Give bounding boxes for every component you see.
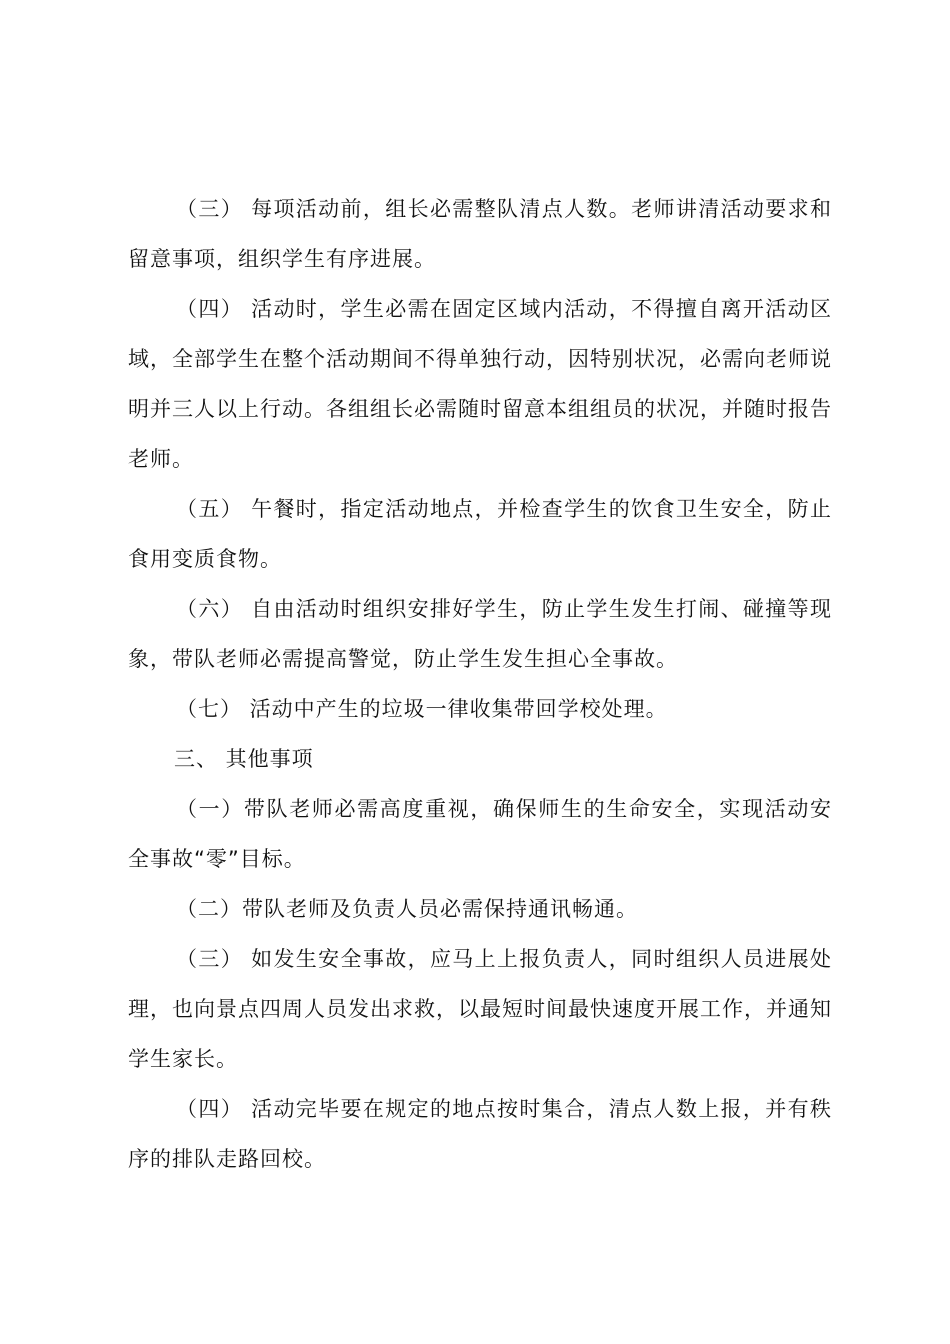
- section-heading: 三、 其他事项: [174, 747, 314, 771]
- paragraph-item-7: （七） 活动中产生的垃圾一律收集带回学校处理。: [176, 697, 668, 721]
- other-item-3: （三） 如发生安全事故，应马上上报负责人，同时组织人员进展处理，也向景点四周人员发出求救，以最短时间最快速度开展工作，并通知学生家长。: [128, 947, 832, 1071]
- other-item-4: （四） 活动完毕要在规定的地点按时集合，清点人数上报，并有秩序的排队走路回校。: [128, 1097, 832, 1171]
- other-item-2: （二）带队老师及负责人员必需保持通讯畅通。: [176, 897, 638, 921]
- paragraph-item-3: （三） 每项活动前，组长必需整队清点人数。老师讲清活动要求和留意事项，组织学生有序进展。: [128, 197, 832, 271]
- other-item-1: （一）带队老师必需高度重视，确保师生的生命安全，实现活动安全事故“零”目标。: [128, 797, 832, 871]
- paragraph-item-5: （五） 午餐时，指定活动地点，并检查学生的饮食卫生安全，防止食用变质食物。: [128, 497, 832, 571]
- document-body: [128, 184, 832, 1184]
- paragraph-item-6: （六） 自由活动时组织安排好学生，防止学生发生打闹、碰撞等现象，带队老师必需提高警觉，防止学生发生担心全事故。: [128, 597, 832, 671]
- paragraph-item-4: （四） 活动时，学生必需在固定区域内活动，不得擅自离开活动区域，全部学生在整个活动期间不得单独行动，因特别状况，必需向老师说明并三人以上行动。各组组长必需随时留意本组组员的状况，并随时报告老师。: [128, 297, 832, 471]
